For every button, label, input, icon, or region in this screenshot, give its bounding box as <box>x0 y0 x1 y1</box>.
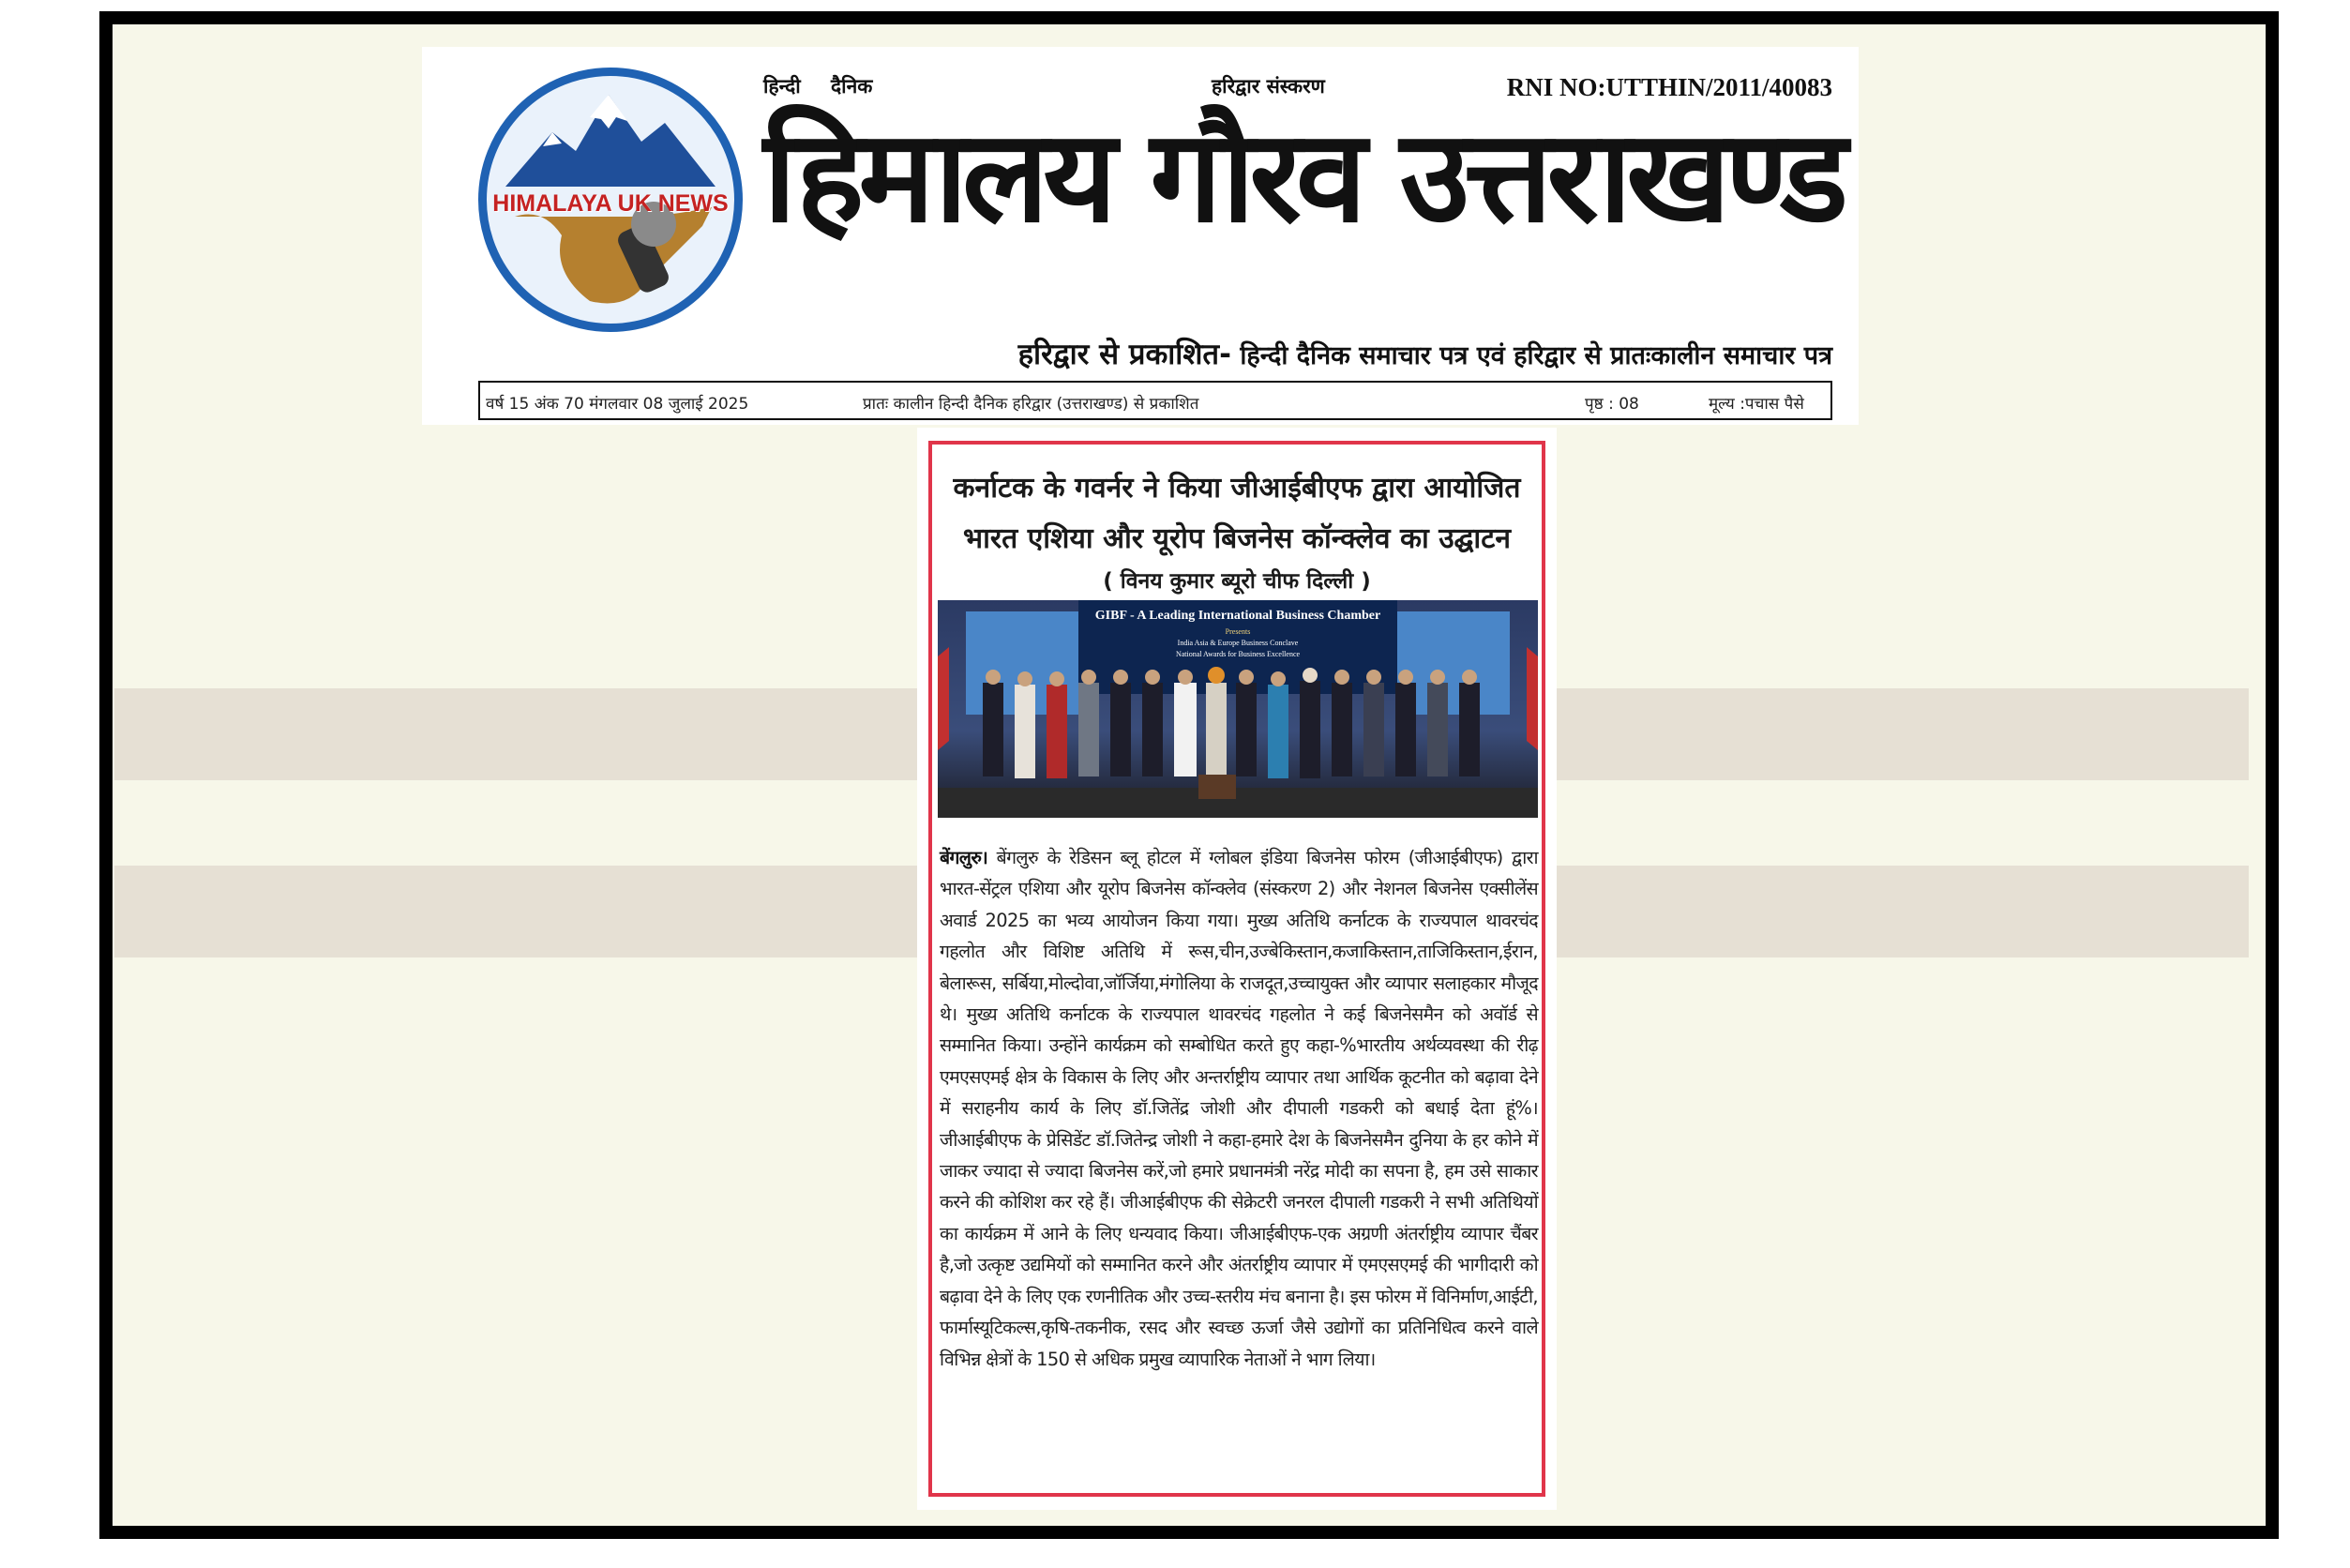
edition-info: प्रातः कालीन हिन्दी दैनिक हरिद्वार (उत्तराखण्ड) से प्रकाशित <box>863 395 1199 414</box>
label-dainik: दैनिक <box>831 75 873 98</box>
price: मूल्य :पचास पैसे <box>1709 395 1804 414</box>
himalaya-uk-news-logo <box>478 68 743 332</box>
headline-line-1: कर्नाटक के गवर्नर ने किया जीआईबीएफ द्वारा आयोजित <box>953 472 1521 505</box>
label-edition: हरिद्वार संस्करण <box>1212 75 1325 98</box>
logo-text: HIMALAYA UK NEWS <box>492 190 729 217</box>
article-dateline: बेंगलुरु। <box>940 847 988 868</box>
event-photo <box>938 600 1538 818</box>
headline-line-2: भारत एशिया और यूरोप बिजनेस कॉन्क्लेव का उद्घाटन <box>963 522 1511 555</box>
published-lead: हरिद्वार से प्रकाशित- <box>1017 338 1231 371</box>
label-hindi: हिन्दी <box>763 75 801 98</box>
publication-line <box>1018 334 1832 373</box>
published-rest: हिन्दी दैनिक समाचार पत्र एवं हरिद्वार से प्रातःकालीन समाचार पत्र <box>1240 341 1832 370</box>
article-border <box>928 441 1545 1497</box>
article-body-text: बेंगलुरु के रेडिसन ब्लू होटल में ग्लोबल इंडिया बिजनेस फोरम (जीआईबीएफ) द्वारा भारत-सेंट्रल एशिया और यूरोप बिजनेस कॉन्क्लेव (संस्करण 2) और नेशनल बिजनेस एक्सीलेंस अवार्ड 2025 का भव्य आयोजन किया गया। मुख्य अतिथि कर्नाटक के राज्यपाल थावरचंद गहलोत और विशिष्ट अतिथि में रूस,चीन,उज्बेकिस्तान,कजाकिस्तान,ताजिकिस्तान,ईरान, बेलारूस, सर्बिया,मोल्दोवा,जॉर्जिया,मंगोलिया के राजदूत,उच्चायुक्त और व्यापार सलाहकार मौजूद थे। मुख्य अतिथि कर्नाटक के राज्यपाल थावरचंद गहलोत ने कई बिजनेसमैन को अवॉर्ड से सम्मानित किया। उन्होंने कार्यक्रम को सम्बोधित करते हुए कहा-%भारतीय अर्थव्यवस्था की रीढ़ एमएसएमई क्षेत्र के विकास के लिए और अन्तर्राष्ट्रीय व्यापार तथा आर्थिक कूटनीत को बढ़ावा देने में सराहनीय कार्य के लिए डॉ.जितेंद्र जोशी और दीपाली गडकरी को बधाई देता हूं%। जीआईबीएफ के प्रेसिडेंट डॉ.जितेन्द्र जोशी ने कहा-हमारे देश के बिजनेसमैन दुनिया के हर कोने में जाकर ज्यादा से ज्यादा बिजनेस करें,जो हमारे प्रधानमंत्री नरेंद्र मोदी का सपना है, हम उसे साकार करने की कोशिश कर रहे हैं। जीआईबीएफ की सेक्रेटरी जनरल दीपाली गडकरी ने सभी अतिथियों का कार्यक्रम में आने के लिए धन्यवाद किया। जीआईबीएफ-एक अग्रणी अंतर्राष्ट्रीय व्यापार चैंबर है,जो उत्कृष्ट उद्यमियों को सम्मानित करने और अंतर्राष्ट्रीय व्यापार में एमएसएमई की भागीदारी को बढ़ावा देने के लिए एक रणनीतिक और उच्च-स्तरीय मंच बनाना है। इस फोरम में विनिर्माण,आईटी, फार्मास्यूटिकल्स,कृषि-तकनीक, रसद और स्वच्छ ऊर्जा जैसे उद्योगों का प्रतिनिधित्व करने वाले विभिन्न क्षेत्रों के 150 से अधिक प्रमुख व्यापारिक नेताओं ने भाग लिया। <box>940 847 1538 1370</box>
newspaper-masthead <box>422 47 1859 425</box>
article-body <box>940 842 1538 1375</box>
page-number: पृष्ठ : 08 <box>1585 395 1639 414</box>
news-article <box>917 428 1557 1510</box>
article-byline: ( विनय कुमार ब्यूरो चीफ दिल्ली ) <box>1103 569 1371 594</box>
issue-info-bar <box>478 381 1832 420</box>
newspaper-title: हिमालय गौरव उत्तराखण्ड <box>763 103 1843 251</box>
photo-banner-line1: India Asia & Europe Business Conclave <box>1177 639 1299 647</box>
article-headline <box>932 463 1542 565</box>
issue-date: वर्ष 15 अंक 70 मंगलवार 08 जुलाई 2025 <box>486 395 749 414</box>
photo-banner-line2: National Awards for Business Excellence <box>1175 650 1301 658</box>
photo-banner-presents: Presents <box>1225 627 1251 636</box>
event-photo-graphic <box>938 600 1538 818</box>
rni-number: RNI NO:UTTHIN/2011/40083 <box>1506 73 1832 101</box>
photo-banner-title: GIBF - A Leading International Business Chamber <box>1094 609 1381 623</box>
